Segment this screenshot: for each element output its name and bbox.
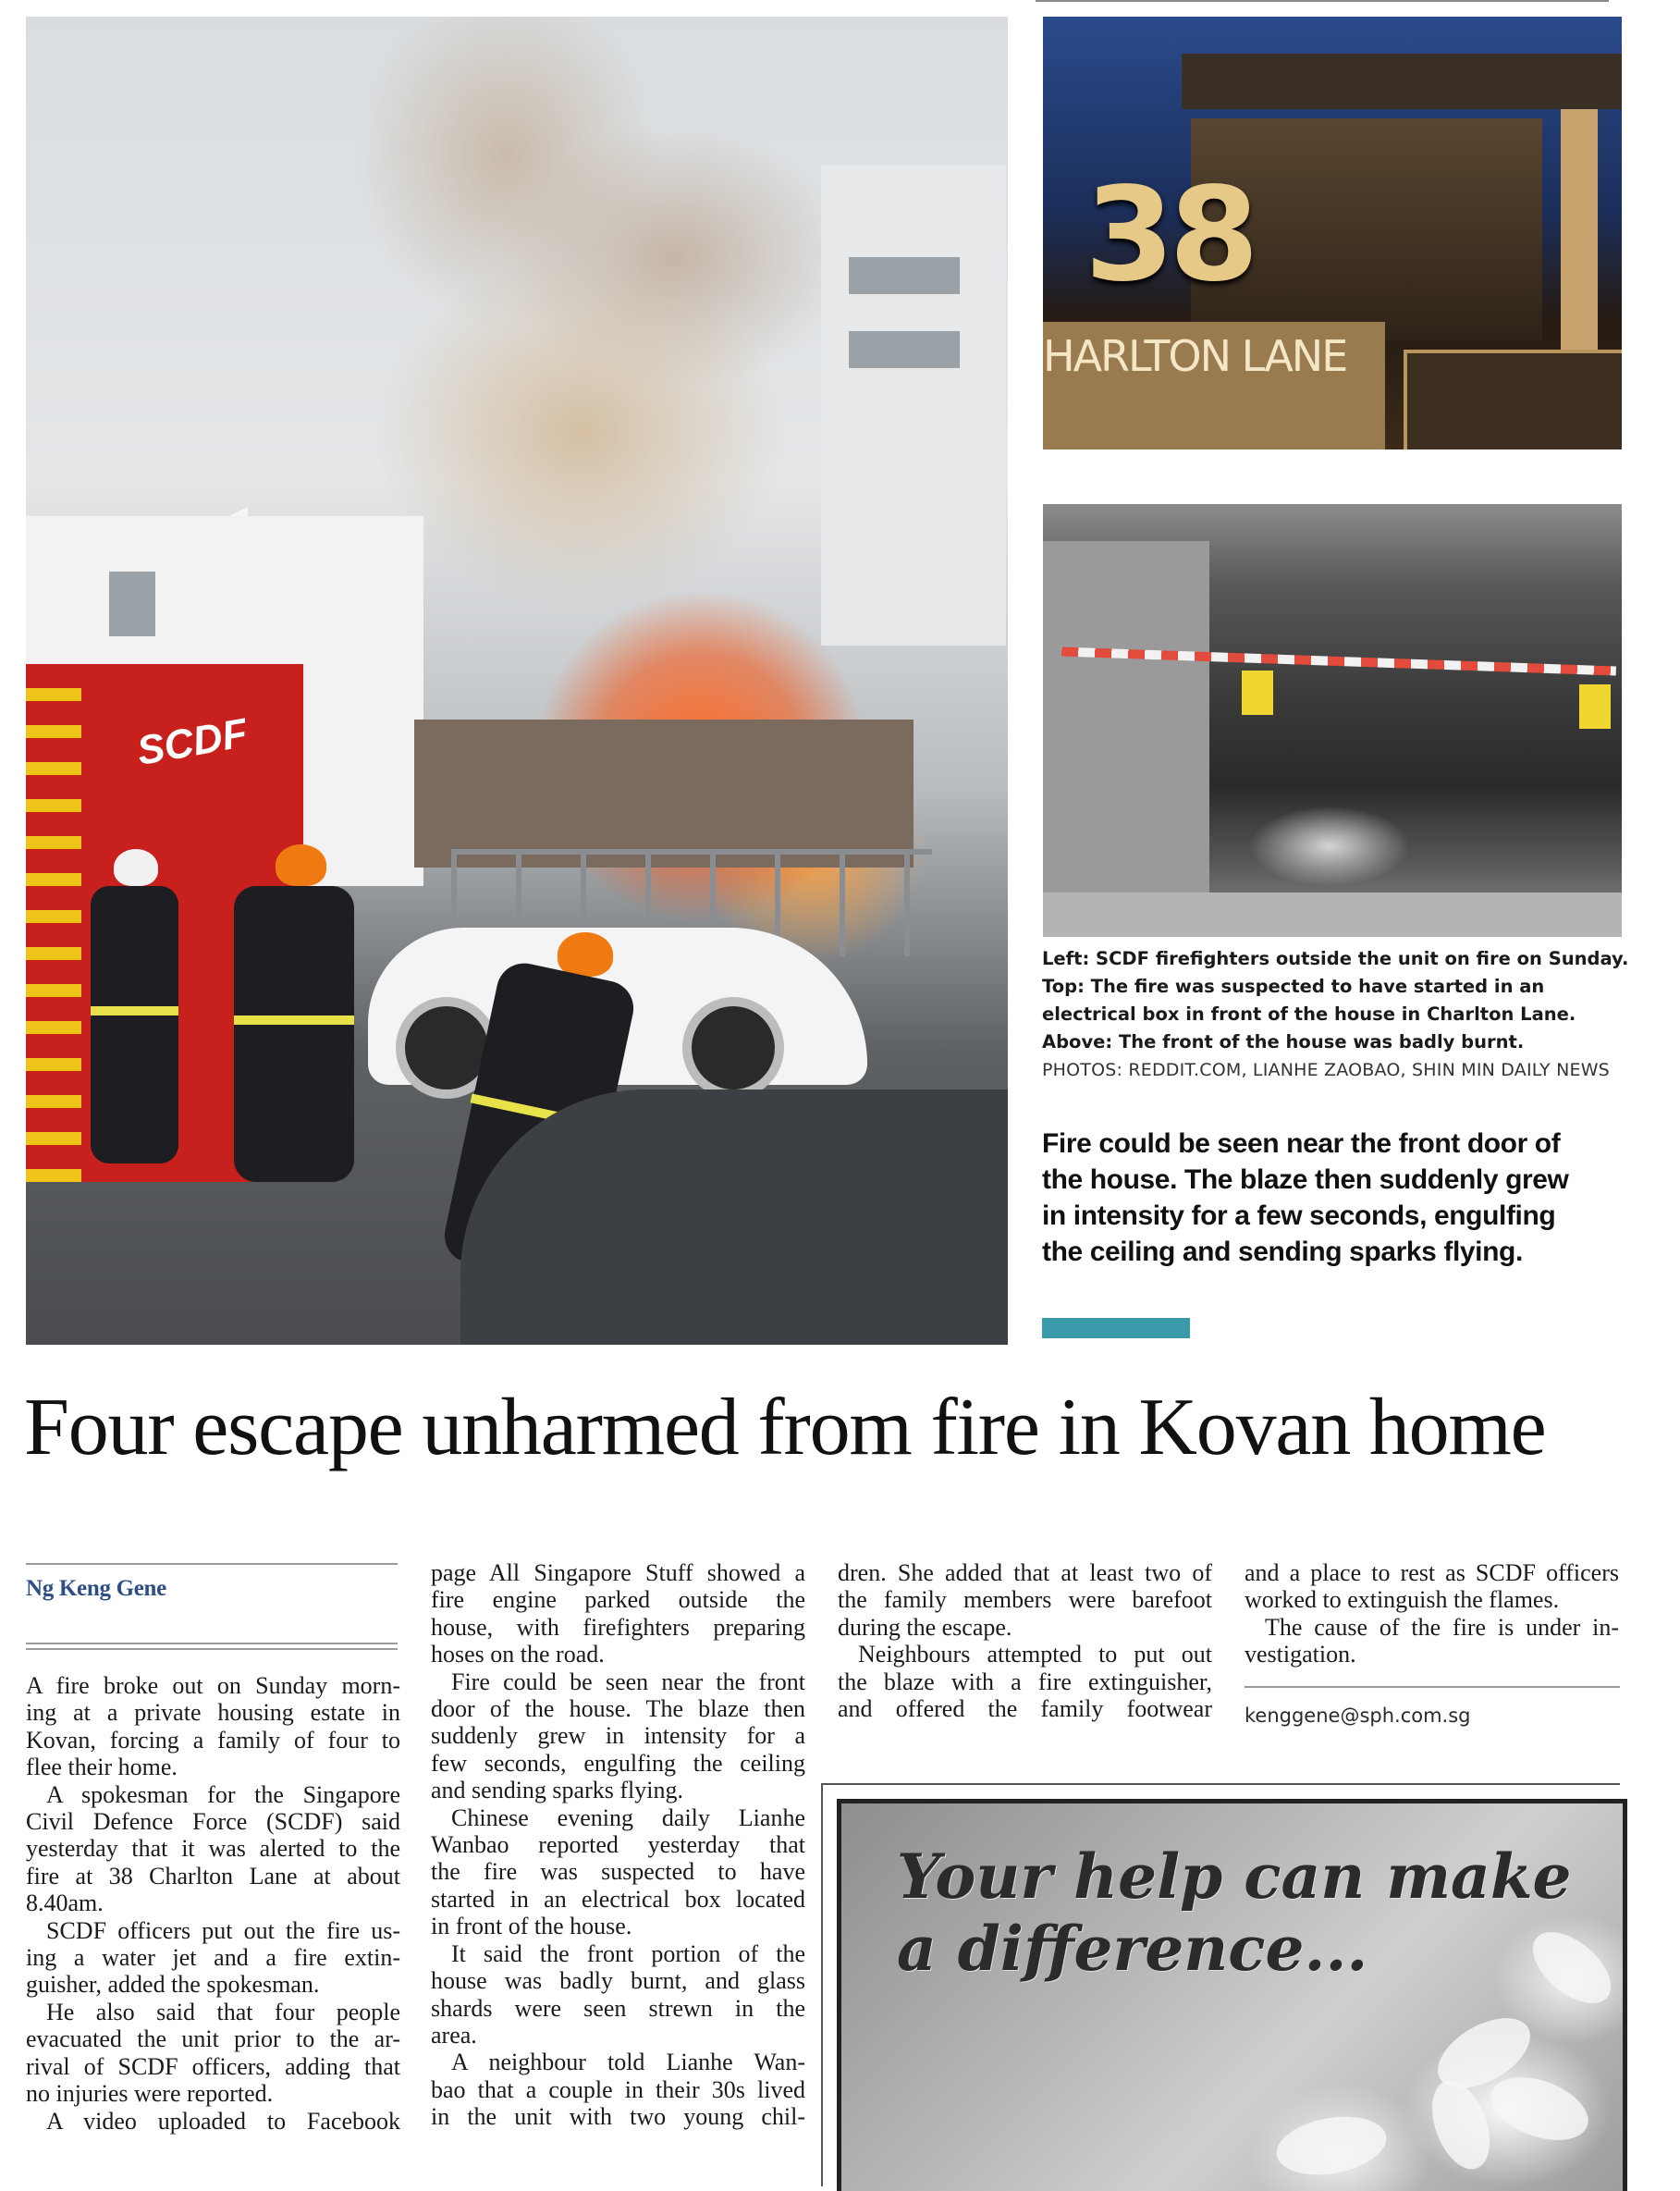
text-line: 8.40am. bbox=[26, 1889, 104, 1917]
text-line: door of the house. The blaze then bbox=[431, 1695, 805, 1723]
article-column-3 bbox=[838, 1559, 1212, 1722]
building-window bbox=[849, 257, 960, 294]
pull-quote-line: the ceiling and sending sparks flying. bbox=[1042, 1237, 1523, 1267]
glass-panel bbox=[1404, 350, 1622, 449]
caption-line: Left: SCDF firefighters outside the unit on fire on Sunday. bbox=[1042, 948, 1629, 969]
text-line: no injuries were reported. bbox=[26, 2080, 274, 2108]
firefighter bbox=[91, 886, 178, 1163]
daisy-petal bbox=[1482, 2065, 1597, 2152]
text-line: page All Singapore Stuff showed a bbox=[431, 1559, 805, 1586]
text-line: Kovan, forcing a family of four to bbox=[26, 1726, 400, 1754]
byline: Ng Keng Gene bbox=[26, 1576, 166, 1601]
firefighter bbox=[234, 886, 354, 1182]
house-number: 38 bbox=[1085, 160, 1254, 311]
text-line: vestigation. bbox=[1245, 1641, 1356, 1668]
text-line: shards were seen strewn in the bbox=[431, 1994, 805, 2022]
text-line: during the escape. bbox=[838, 1613, 1012, 1641]
building-window bbox=[849, 331, 960, 368]
text-line: in front of the house. bbox=[431, 1913, 632, 1940]
firefighter-helmet bbox=[114, 849, 158, 886]
text-line: A neighbour told Lianhe Wan- bbox=[451, 2049, 805, 2076]
ad-slogan-line: Your help can make bbox=[897, 1840, 1572, 1913]
text-line: few seconds, engulfing the ceiling bbox=[431, 1749, 805, 1777]
text-line: yesterday that it was alerted to the bbox=[26, 1835, 400, 1863]
photo-caption bbox=[1042, 945, 1634, 1084]
text-line: hoses on the road. bbox=[431, 1641, 605, 1668]
text-line: dren. She added that at least two of bbox=[838, 1559, 1212, 1586]
burnt-house-front-photo bbox=[1043, 504, 1622, 937]
ad-slogan bbox=[897, 1840, 1572, 1985]
text-line: A fire broke out on Sunday morn- bbox=[26, 1672, 400, 1699]
text-line: rival of SCDF officers, adding that bbox=[26, 2052, 400, 2080]
text-line: started in an electrical box located bbox=[431, 1885, 805, 1913]
ad-rule bbox=[821, 1783, 823, 2186]
text-line: and a place to rest as SCDF officers bbox=[1245, 1559, 1619, 1586]
byline-rule bbox=[26, 1643, 398, 1644]
fire-scene-photo bbox=[26, 17, 1008, 1345]
text-line: and offered the family footwear bbox=[838, 1695, 1212, 1723]
top-rule bbox=[1036, 0, 1609, 2]
reflective-stripe bbox=[234, 1015, 354, 1025]
text-line: Fire could be seen near the front bbox=[451, 1668, 805, 1695]
house-entrance-photo bbox=[1043, 17, 1622, 449]
article-column-4 bbox=[1245, 1559, 1619, 1668]
headline: Four escape unharmed from fire in Kovan home bbox=[24, 1383, 1546, 1472]
text-line: fire engine parked outside the bbox=[431, 1586, 805, 1614]
burning-facade bbox=[414, 720, 914, 868]
pull-quote-line: the house. The blaze then suddenly grew bbox=[1042, 1164, 1569, 1195]
text-line: suddenly grew in intensity for a bbox=[431, 1722, 805, 1750]
entrance-canopy bbox=[1182, 54, 1622, 109]
text-line: Chinese evening daily Lianhe bbox=[451, 1803, 805, 1831]
caption-line: Top: The fire was suspected to have started in an bbox=[1042, 976, 1545, 997]
byline-rule bbox=[26, 1648, 398, 1650]
text-line: and sending sparks flying. bbox=[431, 1777, 683, 1804]
article-column-2 bbox=[431, 1559, 805, 2131]
pull-quote bbox=[1042, 1126, 1634, 1270]
text-line: evacuated the unit prior to the ar- bbox=[26, 2025, 400, 2053]
text-line: bao that a couple in their 30s lived bbox=[431, 2075, 805, 2103]
text-line: ing at a private housing estate in bbox=[26, 1699, 400, 1727]
text-line: flee their home. bbox=[26, 1754, 178, 1781]
text-line: area. bbox=[431, 2021, 477, 2049]
caption-line: Above: The front of the house was badly burnt. bbox=[1042, 1031, 1525, 1052]
text-line: Neighbours attempted to put out bbox=[858, 1641, 1212, 1668]
text-line: fire at 38 Charlton Lane at about bbox=[26, 1862, 400, 1889]
car-wheel bbox=[682, 997, 784, 1099]
scorched-wall bbox=[1043, 541, 1209, 892]
ad-rule bbox=[821, 1783, 1620, 1785]
text-line: It said the front portion of the bbox=[451, 1939, 805, 1967]
background-building bbox=[821, 165, 1006, 646]
article-column-1 bbox=[26, 1672, 400, 2135]
fire-engine-badge: SCDF bbox=[133, 709, 251, 775]
accent-bar bbox=[1042, 1318, 1190, 1338]
front-ledge bbox=[1043, 892, 1622, 937]
text-line: A spokesman for the Singapore bbox=[46, 1780, 400, 1808]
firefighter-helmet bbox=[276, 844, 326, 886]
email-rule bbox=[1245, 1686, 1620, 1688]
text-line: He also said that four people bbox=[46, 1998, 400, 2025]
pull-quote-line: in intensity for a few seconds, engulfing bbox=[1042, 1200, 1556, 1231]
author-email: kenggene@sph.com.sg bbox=[1245, 1705, 1471, 1727]
text-line: the family members were barefoot bbox=[838, 1586, 1212, 1614]
reflective-stripe bbox=[91, 1006, 178, 1015]
pull-quote-line: Fire could be seen near the front door of bbox=[1042, 1128, 1561, 1159]
warning-sign bbox=[1242, 671, 1273, 715]
warning-sign bbox=[1579, 684, 1611, 729]
text-line: the fire was suspected to have bbox=[431, 1858, 805, 1886]
street-sign: HARLTON LANE bbox=[1043, 331, 1347, 381]
text-line: worked to extinguish the flames. bbox=[1245, 1586, 1560, 1614]
text-line: SCDF officers put out the fire us- bbox=[46, 1916, 400, 1944]
text-line: house, with firefighters preparing bbox=[431, 1613, 805, 1641]
byline-rule bbox=[26, 1563, 398, 1565]
ad-slogan-line: a difference... bbox=[897, 1913, 1368, 1985]
advertisement[interactable] bbox=[837, 1799, 1627, 2191]
text-line: guisher, added the spokesman. bbox=[26, 1971, 320, 1999]
dark-car bbox=[460, 1089, 1008, 1345]
text-line: Wanbao reported yesterday that bbox=[431, 1831, 805, 1859]
text-line: The cause of the fire is under in- bbox=[1265, 1613, 1619, 1641]
daisy-petal bbox=[1421, 2073, 1501, 2177]
text-line: ing a water jet and a fire extin- bbox=[26, 1944, 400, 1972]
daisy-petal bbox=[1272, 2109, 1392, 2183]
fire-engine-ladder bbox=[26, 683, 81, 1182]
photo-credit: PHOTOS: REDDIT.COM, LIANHE ZAOBAO, SHIN MIN DAILY NEWS bbox=[1042, 1060, 1610, 1080]
text-line: Civil Defence Force (SCDF) said bbox=[26, 1808, 400, 1836]
firefighter-helmet bbox=[558, 932, 613, 977]
text-line: A video uploaded to Facebook bbox=[46, 2107, 400, 2135]
text-line: the blaze with a fire extinguisher, bbox=[838, 1668, 1212, 1695]
house-window bbox=[109, 572, 155, 636]
text-line: in the unit with two young chil- bbox=[431, 2103, 805, 2131]
caption-line: electrical box in front of the house in Charlton Lane. bbox=[1042, 1003, 1576, 1025]
text-line: house was badly burnt, and glass bbox=[431, 1967, 805, 1995]
